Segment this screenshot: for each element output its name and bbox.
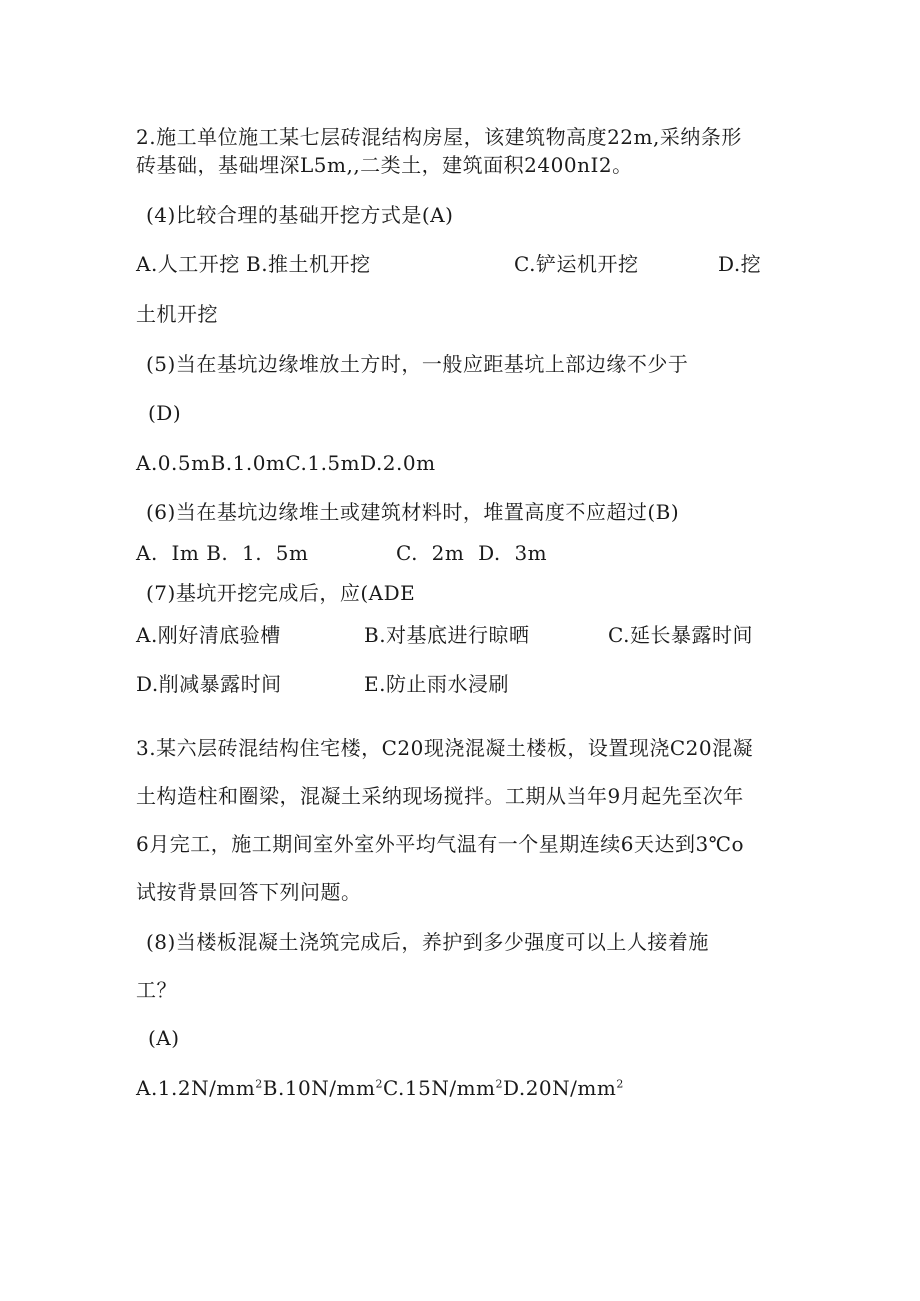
q2-sub7-option-d: D.削减暴露时间 — [136, 672, 282, 696]
q2-sub4-option-b: B.推土机开挖 — [246, 252, 371, 276]
q2-stem-line1: 2.施工单位施工某七层砖混结构房屋，该建筑物高度22m,采纳条形 — [136, 125, 742, 149]
q3-sub8-question-line1: (8)当楼板混凝土浇筑完成后，养护到多少强度可以上人接着施 — [146, 930, 709, 954]
q3-sub8-option-b-sup: 2 — [375, 1077, 383, 1091]
q3-sub8-option-c: C.15N/mm — [382, 1076, 496, 1100]
q3-sub8-options — [136, 1075, 624, 1101]
q3-sub8-question-line2: 工？ — [136, 978, 177, 1002]
q2-sub4-option-d-continued: 土机开挖 — [136, 302, 218, 326]
q2-sub7-option-c: C.延长暴露时间 — [608, 623, 753, 647]
q2-sub4-option-a: A.人工开挖 — [136, 252, 240, 276]
q2-stem-line2: 砖基础，基础埋深L5m,,二类土，建筑面积2400nI2。 — [136, 153, 633, 177]
q3-sub8-option-d-sup: 2 — [616, 1077, 624, 1091]
q2-sub4-option-d: D.挖 — [718, 252, 762, 276]
q3-sub8-option-c-sup: 2 — [495, 1077, 504, 1091]
q3-sub8-option-d: D.20N/mm — [503, 1076, 617, 1100]
q2-sub7-option-b: B.对基底进行晾晒 — [364, 623, 530, 647]
q3-stem-line3: 6月完工，施工期间室外室外平均气温有一个星期连续6天达到3℃o — [136, 832, 745, 856]
q2-sub7-question: (7)基坑开挖完成后，应(ADE — [146, 581, 416, 605]
q2-sub5-options: A.0.5mB.1.0mC.1.5mD.2.0m — [136, 451, 436, 475]
q2-sub6-options-ab: A. Im B. 1. 5m — [136, 541, 309, 565]
q2-sub4-option-c: C.铲运机开挖 — [514, 252, 639, 276]
q3-sub8-option-b: B.10N/mm — [262, 1076, 376, 1100]
q2-sub4-question: (4)比较合理的基础开挖方式是(A) — [146, 203, 454, 227]
q3-sub8-answer: (A) — [148, 1026, 180, 1050]
q2-sub6-options-cd: C. 2m D. 3m — [396, 541, 548, 565]
q3-stem-line2: 土构造柱和圈梁，混凝土采纳现场搅拌。工期从当年9月起先至次年 — [136, 784, 744, 808]
q3-stem-line1: 3.某六层砖混结构住宅楼，C20现浇混凝土楼板，设置现浇C20混凝 — [136, 736, 754, 760]
q3-stem-line4: 试按背景回答下列问题。 — [136, 880, 362, 904]
q2-sub6-question: (6)当在基坑边缘堆土或建筑材料时，堆置高度不应超过(B) — [146, 500, 680, 524]
q2-sub7-option-e: E.防止雨水浸刷 — [364, 672, 509, 696]
q2-sub7-option-a: A.刚好清底验槽 — [136, 623, 281, 647]
q2-sub5-answer: (D) — [148, 401, 182, 425]
q3-sub8-option-a-sup: 2 — [255, 1077, 263, 1091]
q2-sub5-question: (5)当在基坑边缘堆放土方时，一般应距基坑上部边缘不少于 — [146, 352, 689, 376]
q3-sub8-option-a: A.1.2N/mm — [136, 1076, 256, 1100]
